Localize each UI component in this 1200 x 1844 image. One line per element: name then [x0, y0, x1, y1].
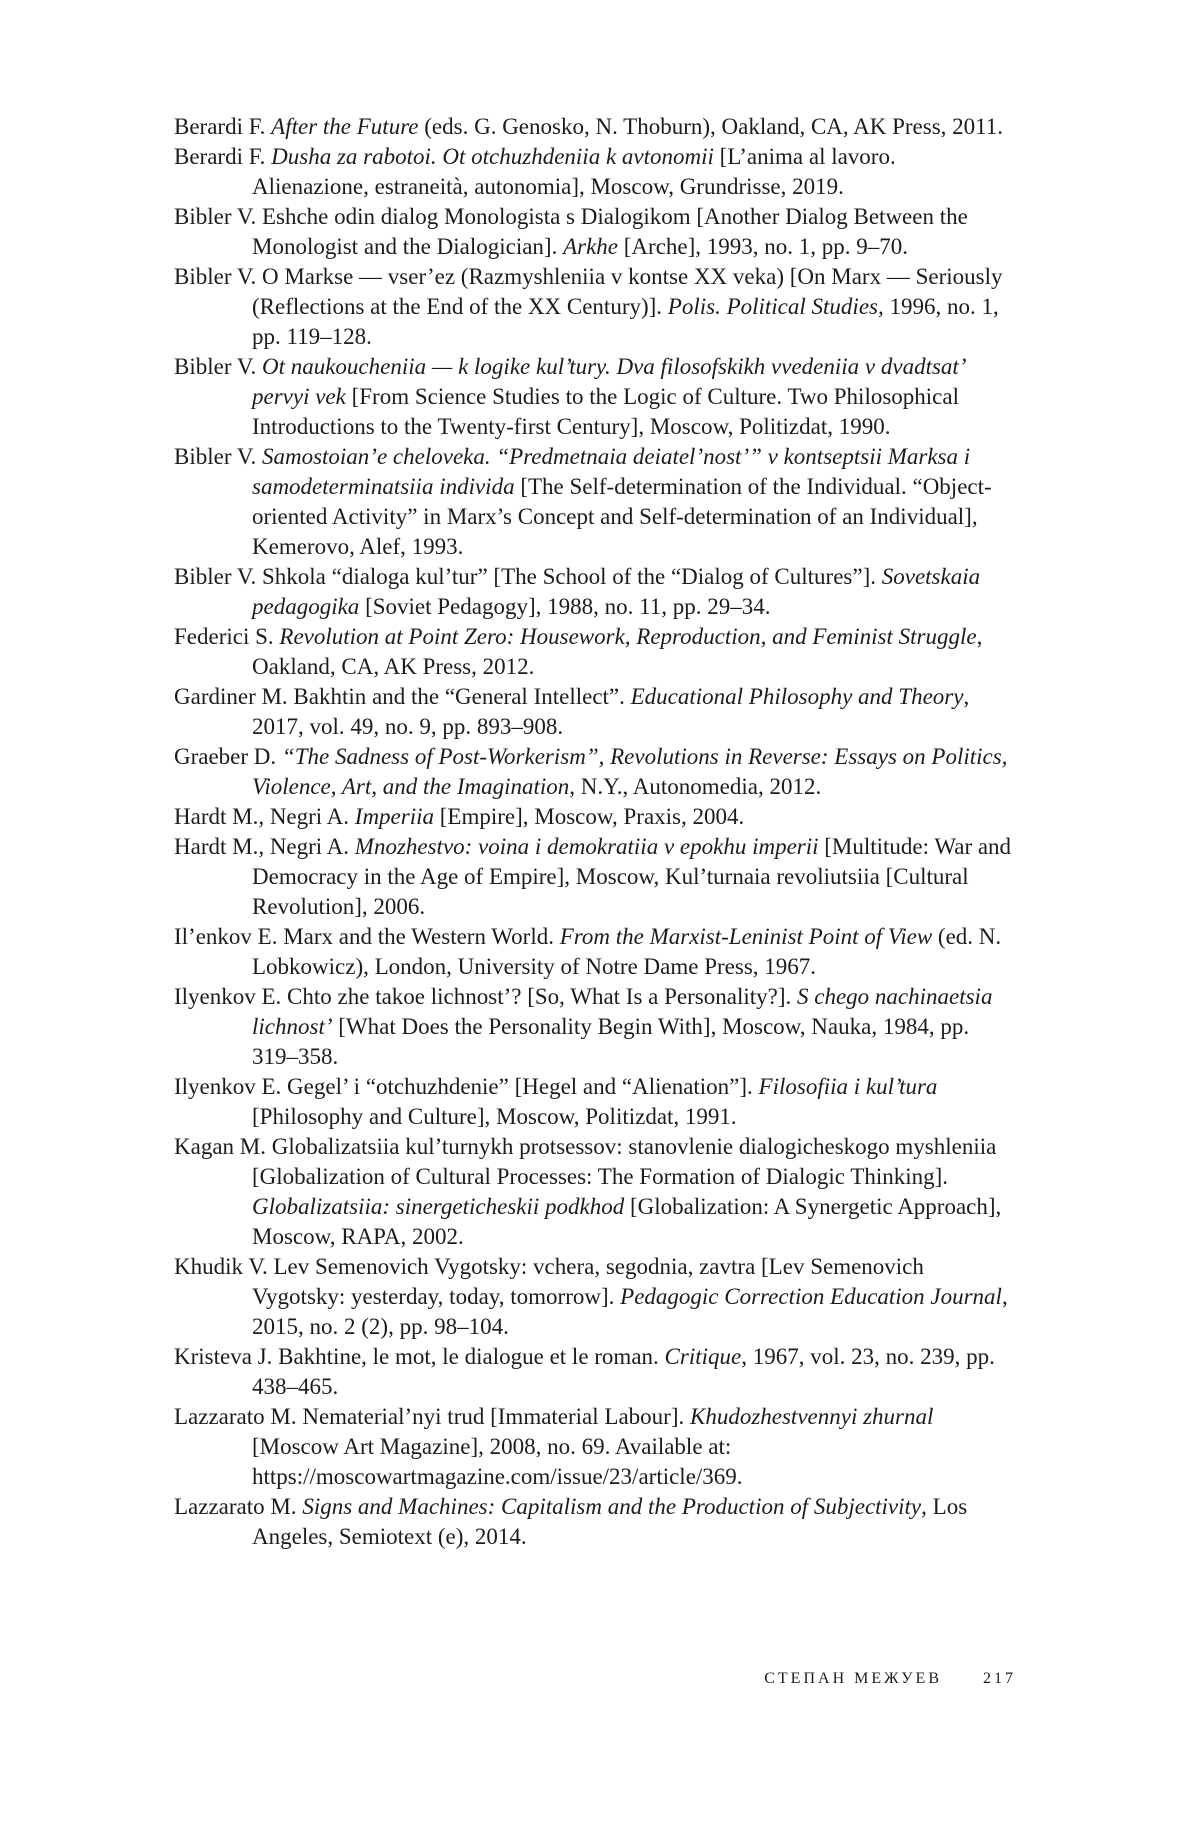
reference-entry [174, 352, 1014, 442]
reference-text: , Los Angeles, Semiotext (e), 2014. [252, 1494, 968, 1549]
reference-text: , 1967, vol. 23, no. 239, pp. 438–465. [252, 1344, 995, 1399]
reference-text: Bibler V. Shkola “dialoga kul’tur” [The School of the “Dialog of Cultures”]. [174, 564, 882, 589]
reference-text: Bibler V. [174, 354, 262, 379]
reference-text: (eds. G. Genosko, N. Thoburn), Oakland, CA, AK Press, 2011. [418, 114, 1004, 139]
reference-list [174, 112, 1014, 1552]
reference-entry [174, 1492, 1014, 1552]
reference-text: [Moscow Art Magazine], 2008, no. 69. Available at: https://moscowartmagazine.com/issue/23/article/369. [252, 1434, 743, 1489]
reference-text: Ilyenkov E. Chto zhe takoe lichnost’? [So, What Is a Personality?]. [174, 984, 797, 1009]
reference-title: Critique [664, 1344, 742, 1369]
page-footer [764, 1670, 1016, 1688]
reference-text: Ilyenkov E. Gegel’ i “otchuzhdenie” [Hegel and “Alienation”]. [174, 1074, 759, 1099]
reference-title: Sovetskaia pedagogika [252, 564, 981, 619]
reference-text: [The Self-determination of the Individual. “Object-oriented Activity” in Marx’s Concept and Self-determination of an Individual], Kemerovo, Alef, 1993. [252, 474, 992, 559]
reference-text: [L’anima al lavoro. Alienazione, estraneità, autonomia], Moscow, Grundrisse, 2019. [252, 144, 896, 199]
reference-title: Revolution at Point Zero: Housework, Reproduction, and Feminist Struggle [279, 624, 977, 649]
reference-title: Samostoian’e cheloveka. “Predmetnaia deiatel’nost’” v kontseptsii Marksa i samodeterminatsiia individa [252, 444, 971, 499]
reference-title: Arkhe [563, 234, 619, 259]
reference-text: Gardiner M. Bakhtin and the “General Intellect”. [174, 684, 631, 709]
reference-title: Khudozhestvennyi zhurnal [689, 1404, 934, 1429]
reference-text: [Empire], Moscow, Praxis, 2004. [434, 804, 745, 829]
reference-text: Kristeva J. Bakhtine, le mot, le dialogue et le roman. [174, 1344, 665, 1369]
reference-text: Kagan M. Globalizatsiia kul’turnykh protsessov: stanovlenie dialogicheskogo myshleniia [Globalization of Cultural Processes: The Formation of Dialogic Thinking]. [174, 1134, 997, 1189]
reference-text: [From Science Studies to the Logic of Culture. Two Philosophical Introductions to the Twenty-first Century], Moscow, Politizdat, 1990. [252, 384, 959, 439]
reference-title: “The Sadness of Post-Workerism”, Revolutions in Reverse: Essays on Politics, Violence, Art, and the Imagination [252, 744, 1008, 799]
reference-text: Bibler V. [174, 444, 262, 469]
reference-text: Lazzarato M. [174, 1494, 303, 1519]
reference-text: [Globalization: A Synergetic Approach], Moscow, RAPA, 2002. [252, 1194, 1002, 1249]
reference-entry [174, 1252, 1014, 1342]
reference-text: Khudik V. Lev Semenovich Vygotsky: vchera, segodnia, zavtra [Lev Semenovich Vygotsky: yesterday, today, tomorrow]. [174, 1254, 924, 1309]
reference-title: From the Marxist-Leninist Point of View [559, 924, 933, 949]
reference-title: Educational Philosophy and Theory [630, 684, 964, 709]
reference-text: Hardt M., Negri A. [174, 834, 355, 859]
reference-entry [174, 262, 1014, 352]
reference-title: Polis. Political Studies, [667, 294, 884, 319]
reference-entry [174, 832, 1014, 922]
reference-text: Hardt M., Negri A. [174, 804, 355, 829]
reference-title: S chego nachinaetsia lichnost’ [252, 984, 993, 1039]
reference-entry [174, 1402, 1014, 1492]
reference-entry [174, 112, 1014, 142]
reference-text: Federici S. [174, 624, 280, 649]
reference-text: , 2015, no. 2 (2), pp. 98–104. [252, 1284, 1008, 1339]
reference-entry [174, 1072, 1014, 1132]
reference-text: [Arche], 1993, no. 1, pp. 9–70. [618, 234, 909, 259]
reference-entry [174, 682, 1014, 742]
reference-text: Bibler V. O Markse — vser’ez (Razmyshleniia v kontse XX veka) [On Marx — Seriously (Reflections at the End of the XX Century)]. [174, 264, 1003, 319]
reference-entry [174, 1342, 1014, 1402]
reference-text: [Philosophy and Culture], Moscow, Politizdat, 1991. [252, 1104, 737, 1129]
reference-entry [174, 1132, 1014, 1252]
page-number: 217 [983, 1670, 1016, 1687]
reference-text: [Soviet Pedagogy], 1988, no. 11, pp. 29–34. [359, 594, 771, 619]
reference-entry [174, 802, 1014, 832]
reference-entry [174, 202, 1014, 262]
reference-text: (ed. N. Lobkowicz), London, University of Notre Dame Press, 1967. [252, 924, 1002, 979]
reference-text: Il’enkov E. Marx and the Western World. [174, 924, 560, 949]
reference-entry [174, 922, 1014, 982]
reference-entry [174, 982, 1014, 1072]
reference-title: Globalizatsiia: sinergeticheskii podkhod [252, 1194, 625, 1219]
reference-entry [174, 742, 1014, 802]
reference-title: Ot naukoucheniia — k logike kul’tury. Dva filosofskikh vvedeniia v dvadtsat’ pervyi vek [252, 354, 964, 409]
reference-title: Imperiia [354, 804, 434, 829]
reference-text: Berardi F. [174, 114, 272, 139]
reference-text: [What Does the Personality Begin With], Moscow, Nauka, 1984, pp. 319–358. [252, 1014, 970, 1069]
reference-title: Filosofiia i kul’tura [758, 1074, 938, 1099]
reference-entry [174, 562, 1014, 622]
reference-text: Graeber D. [174, 744, 282, 769]
reference-title: After the Future [271, 114, 419, 139]
reference-title: Pedagogic Correction Education Journal [620, 1284, 1002, 1309]
reference-title: Signs and Machines: Capitalism and the Production of Subjectivity [302, 1494, 922, 1519]
reference-text: , Oakland, CA, AK Press, 2012. [252, 624, 983, 679]
reference-title: Mnozhestvo: voina i demokratiia v epokhu imperii [354, 834, 819, 859]
reference-text: Bibler V. Eshche odin dialog Monologista s Dialogikom [Another Dialog Between the Monologist and the Dialogician]. [174, 204, 968, 259]
reference-text: Lazzarato M. Nematerial’nyi trud [Immaterial Labour]. [174, 1404, 690, 1429]
reference-entry [174, 622, 1014, 682]
reference-text: , N.Y., Autonomedia, 2012. [569, 774, 822, 799]
reference-text: Berardi F. [174, 144, 272, 169]
reference-entry [174, 142, 1014, 202]
reference-entry [174, 442, 1014, 562]
reference-title: Dusha za rabotoi. Ot otchuzhdeniia k avtonomii [271, 144, 714, 169]
reference-text: 1996, no. 1, pp. 119–128. [252, 294, 999, 349]
running-author: СТЕПАН МЕЖУЕВ [764, 1670, 942, 1687]
reference-text: , 2017, vol. 49, no. 9, pp. 893–908. [252, 684, 970, 739]
reference-text: [Multitude: War and Democracy in the Age of Empire], Moscow, Kul’turnaia revoliutsiia [Cultural Revolution], 2006. [252, 834, 1012, 919]
